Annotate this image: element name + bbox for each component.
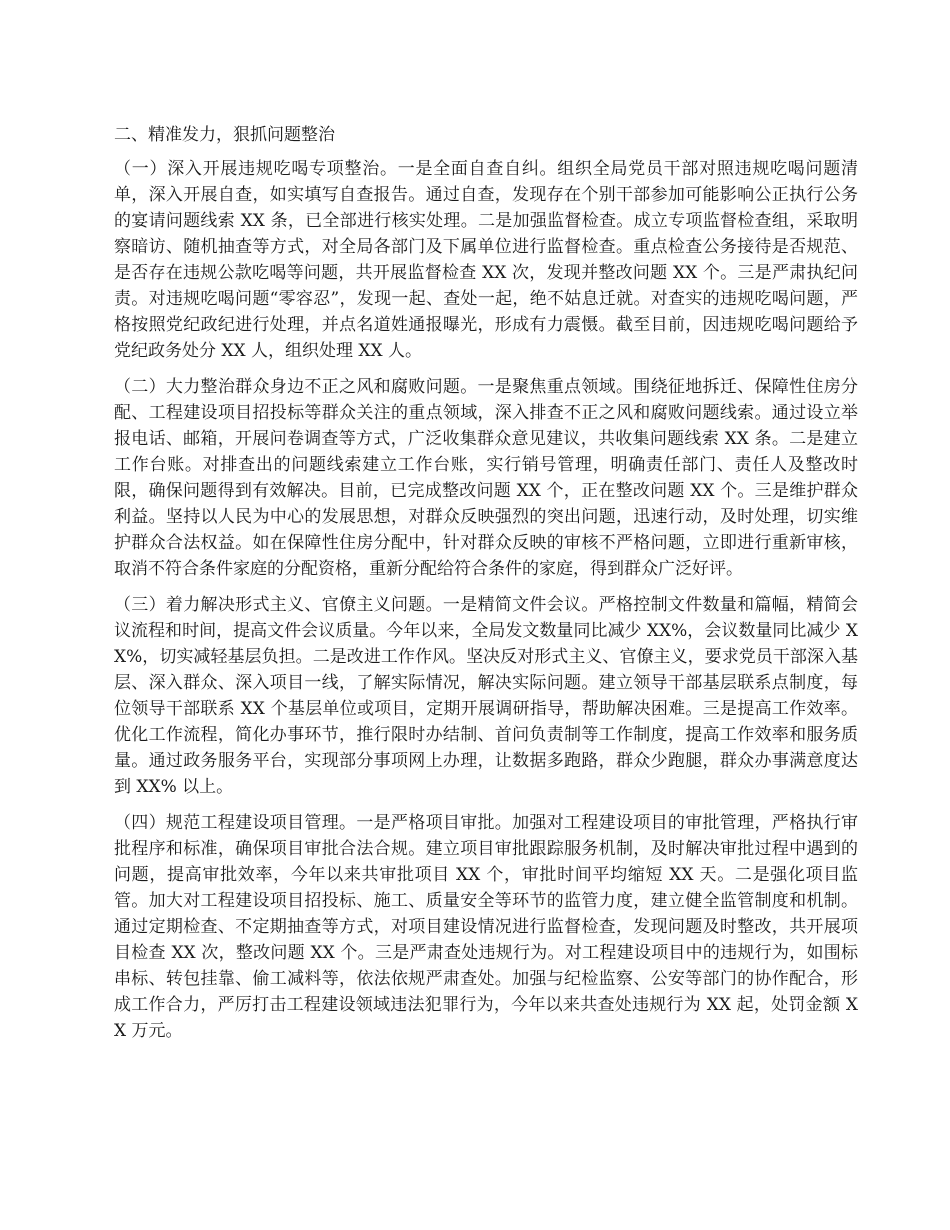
paragraph-2-grassroots-corruption: （二）大力整治群众身边不正之风和腐败问题。一是聚焦重点领域。围绕征地拆迁、保障性住房分配、工程建设项目招投标等群众关注的重点领域，深入排查不正之风和腐败问题线索。通过设立举报电话、邮箱，开展问卷调查等方式，广泛收集群众意见建议，共收集问题线索 XX 条。二是建立工作台账。对排查出的问题线索建立工作台账，实行销号管理，明确责任部门、责任人及整改时限，确保问题得到有效解决。目前，已完成整改问题 XX 个，正在整改问题 XX 个。三是维护群众利益。坚持以人民为中心的发展思想，对群众反映强烈的突出问题，迅速行动，及时处理，切实维护群众合法权益。如在保障性住房分配中，针对群众反映的审核不严格问题，立即进行重新审核，取消不符合条件家庭的分配资格，重新分配给符合条件的家庭，得到群众广泛好评。 xyxy=(114,377,858,579)
paragraph-4-project-management: （四）规范工程建设项目管理。一是严格项目审批。加强对工程建设项目的审批管理，严格执行审批程序和标准，确保项目审批合法合规。建立项目审批跟踪服务机制，及时解决审批过程中遇到的问题，提高审批效率，今年以来共审批项目 XX 个，审批时间平均缩短 XX 天。二是强化项目监管。加大对工程建设项目招投标、施工、质量安全等环节的监管力度，建立健全监管制度和机制。通过定期检查、不定期抽查等方式，对项目建设情况进行监督检查，发现问题及时整改，共开展项目检查 XX 次，整改问题 XX 个。三是严肃查处违规行为。对工程建设项目中的违规行为，如围标串标、转包挂靠、偷工减料等，依法依规严肃查处。加强与纪检监察、公安等部门的协作配合，形成工作合力，严厉打击工程建设领域违法犯罪行为，今年以来共查处违规行为 XX 起，处罚金额 XX 万元。 xyxy=(114,813,858,1041)
paragraph-1-dining-rectification: （一）深入开展违规吃喝专项整治。一是全面自查自纠。组织全局党员干部对照违规吃喝问题清单，深入开展自查，如实填写自查报告。通过自查，发现存在个别干部参加可能影响公正执行公务的宴请问题线索 XX 条，已全部进行核实处理。二是加强监督检查。成立专项监督检查组，采取明察暗访、随机抽查等方式，对全局各部门及下属单位进行监督检查。重点检查公务接待是否规范、是否存在违规公款吃喝等问题，共开展监督检查 XX 次，发现并整改问题 XX 个。三是严肃执纪问责。对违规吃喝问题“零容忍”，发现一起、查处一起，绝不姑息迁就。对查实的违规吃喝问题，严格按照党纪政纪进行处理，并点名道姓通报曝光，形成有力震慑。截至目前，因违规吃喝问题给予党纪政务处分 XX 人，组织处理 XX 人。 xyxy=(114,159,858,361)
paragraph-3-formalism-bureaucratism: （三）着力解决形式主义、官僚主义问题。一是精简文件会议。严格控制文件数量和篇幅，精简会议流程和时间，提高文件会议质量。今年以来，全局发文数量同比减少 XX%，会议数量同比减少 XX%，切实减轻基层负担。二是改进工作作风。坚决反对形式主义、官僚主义，要求党员干部深入基层、深入群众、深入项目一线，了解实际情况，解决实际问题。建立领导干部基层联系点制度，每位领导干部联系 XX 个基层单位或项目，定期开展调研指导，帮助解决困难。三是提高工作效率。优化工作流程，简化办事环节，推行限时办结制、首问负责制等工作制度，提高工作效率和服务质量。通过政务服务平台，实现部分事项网上办理，让数据多跑路，群众少跑腿，群众办事满意度达到 XX% 以上。 xyxy=(114,595,858,797)
section-heading: 二、精准发力，狠抓问题整治 xyxy=(114,125,335,145)
document-page xyxy=(114,122,858,1054)
